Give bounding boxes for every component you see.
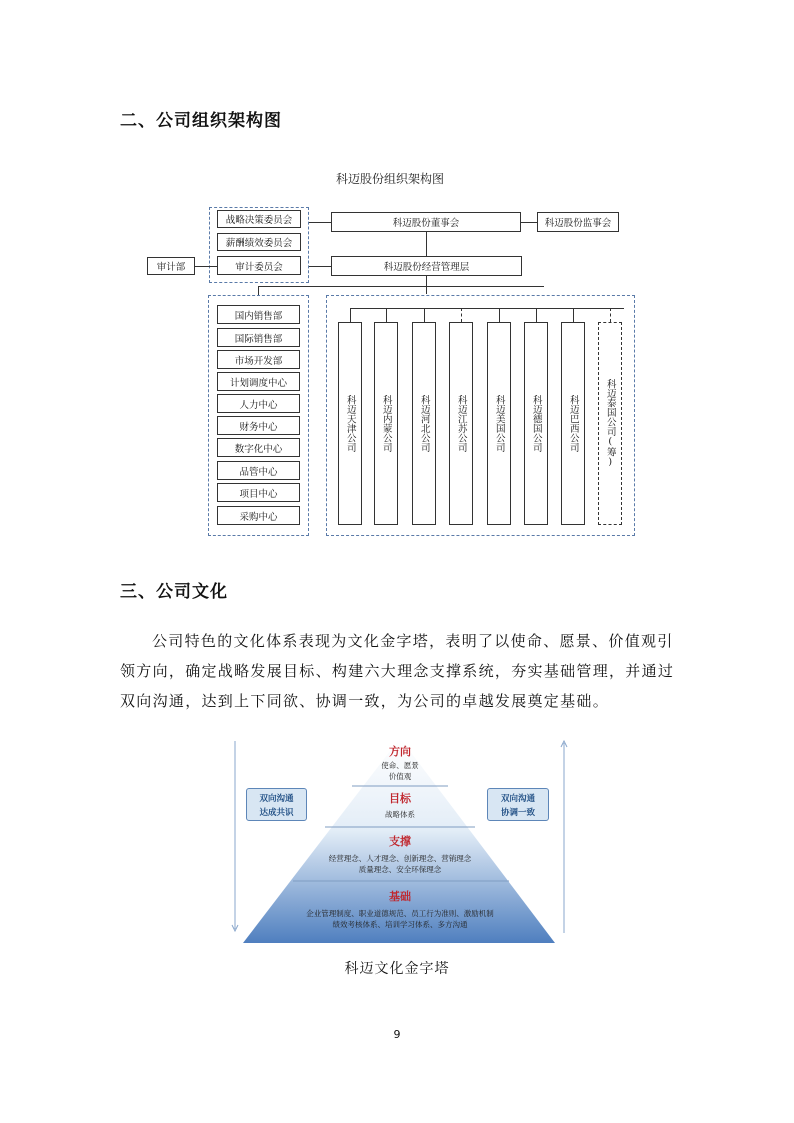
audit-dept-box: 审计部: [147, 257, 195, 275]
department-box: 国际销售部: [217, 328, 300, 347]
connector: [426, 286, 427, 294]
culture-pyramid: [225, 733, 575, 948]
subsidiary-box: 科迈江苏公司: [449, 322, 473, 525]
right-communication-label: 双向沟通 协调一致: [487, 788, 549, 821]
connector: [499, 308, 500, 322]
department-box: 品管中心: [217, 461, 300, 480]
org-chart-title: 科迈股份组织架构图: [335, 172, 444, 186]
connector: [350, 308, 351, 322]
connector: [309, 222, 331, 223]
page-number: 9: [393, 1028, 401, 1041]
subsidiary-box: 科迈德国公司: [524, 322, 548, 525]
connector: [195, 266, 217, 267]
subsidiary-box: 科迈河北公司: [412, 322, 436, 525]
department-box: 国内销售部: [217, 305, 300, 324]
department-box: 采购中心: [217, 506, 300, 525]
pyramid-level-title: 基础: [389, 890, 411, 903]
pyramid-level-text: 战略体系: [385, 810, 415, 819]
supervisors-box: 科迈股份监事会: [537, 212, 619, 232]
pyramid-level-text: 经营理念、人才理念、创新理念、营销理念 质量理念、安全环保理念: [328, 854, 472, 874]
committee-box: 薪酬绩效委员会: [217, 233, 301, 251]
department-box: 市场开发部: [217, 350, 300, 369]
culture-paragraph: 公司特色的文化体系表现为文化金字塔，表明了以使命、愿景、价值观引领方向，确定战略发展目标、构建六大理念支撑系统，夯实基础管理，并通过双向沟通，达到上下同欲、协调一致，为公司的卓越发展奠定基础。: [120, 632, 675, 710]
subsidiary-group: [326, 295, 635, 536]
pyramid-level-title: 支撑: [389, 835, 411, 848]
committee-box: 审计委员会: [217, 256, 301, 275]
connector: [573, 308, 574, 322]
org-chart: [140, 160, 640, 550]
committee-box: 战略决策委员会: [217, 210, 301, 228]
connector: [426, 232, 427, 256]
pyramid-level-text: 企业管理制度、职业道德规范、员工行为准则、激励机制 绩效考核体系、培训学习体系、多方沟通: [306, 909, 494, 929]
subsidiary-box: 科迈巴西公司: [561, 322, 585, 525]
management-box: 科迈股份经营管理层: [331, 256, 522, 276]
department-box: 计划调度中心: [217, 372, 300, 391]
connector: [309, 266, 331, 267]
connector: [424, 308, 425, 322]
connector: [258, 286, 544, 287]
subsidiary-box-planned: 科迈泰国公司(筹): [598, 322, 622, 525]
department-box: 财务中心: [217, 416, 300, 435]
board-box: 科迈股份董事会: [331, 212, 521, 232]
connector: [521, 222, 537, 223]
pyramid-caption: 科迈文化金字塔: [344, 961, 450, 977]
subsidiary-box: 科迈天津公司: [338, 322, 362, 525]
department-box: 人力中心: [217, 394, 300, 413]
subsidiary-box: 科迈内蒙公司: [374, 322, 398, 525]
connector: [386, 308, 387, 322]
section-heading-culture: 三、公司文化: [120, 582, 228, 602]
pyramid-level-text: 使命、愿景 价值观: [381, 761, 419, 781]
connector: [350, 308, 624, 309]
connector: [536, 308, 537, 322]
subsidiary-box: 科迈美国公司: [487, 322, 511, 525]
connector: [610, 308, 611, 322]
department-box: 数字化中心: [217, 438, 300, 457]
left-communication-label: 双向沟通 达成共识: [246, 788, 307, 821]
section-heading-org: 二、公司组织架构图: [120, 111, 282, 131]
department-box: 项目中心: [217, 483, 300, 502]
pyramid-level-title: 方向: [389, 745, 411, 758]
pyramid-level-title: 目标: [389, 792, 411, 805]
connector: [426, 276, 427, 286]
connector: [461, 308, 462, 322]
connector: [258, 286, 259, 295]
